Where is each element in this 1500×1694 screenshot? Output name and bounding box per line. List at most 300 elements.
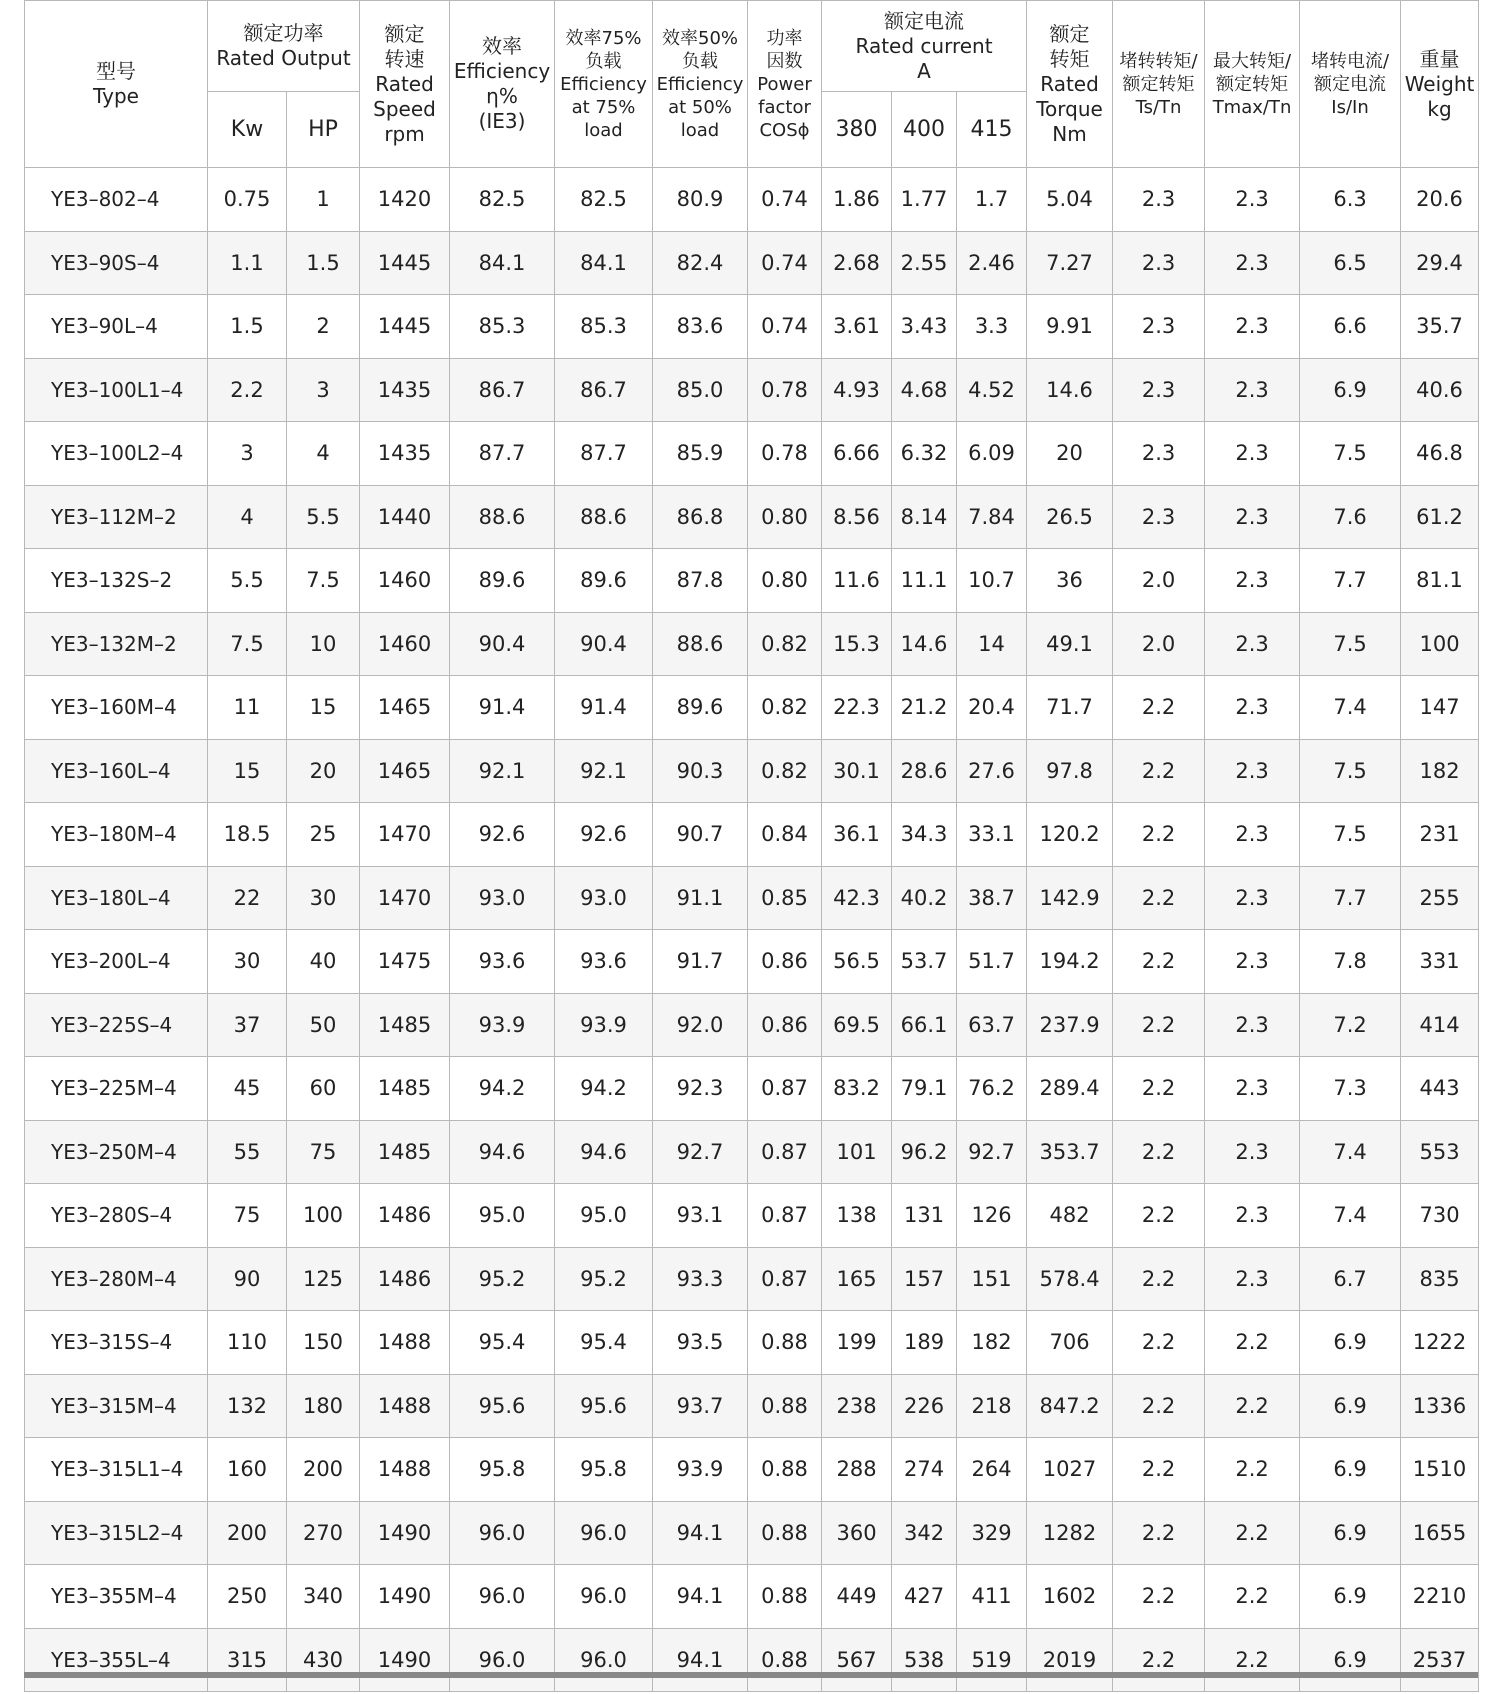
cell-hp: 30	[287, 866, 360, 930]
cell-hp: 60	[287, 1057, 360, 1121]
cell-eff50: 94.1	[653, 1628, 748, 1692]
cell-current-380: 83.2	[822, 1057, 892, 1121]
cell-weight: 1336	[1401, 1374, 1479, 1438]
cell-current-415: 10.7	[957, 549, 1027, 613]
cell-power-factor: 0.88	[748, 1628, 822, 1692]
header-rated-speed: 额定 转速 Rated Speed rpm	[360, 1, 450, 168]
cell-current-380: 69.5	[822, 993, 892, 1057]
cell-eff75: 96.0	[555, 1565, 653, 1629]
cell-hp: 150	[287, 1311, 360, 1375]
cell-current-380: 138	[822, 1184, 892, 1248]
cell-hp: 1.5	[287, 231, 360, 295]
cell-kw: 7.5	[208, 612, 287, 676]
cell-type: YE3–132S–2	[25, 549, 208, 613]
cell-eff50: 93.9	[653, 1438, 748, 1502]
cell-power-factor: 0.80	[748, 485, 822, 549]
cell-type: YE3–280M–4	[25, 1247, 208, 1311]
header-rated-output: 额定功率 Rated Output	[208, 1, 360, 92]
cell-kw: 160	[208, 1438, 287, 1502]
cell-eff50: 88.6	[653, 612, 748, 676]
cell-efficiency: 96.0	[450, 1628, 555, 1692]
cell-current-380: 22.3	[822, 676, 892, 740]
cell-eff75: 82.5	[555, 168, 653, 232]
cell-ts-tn: 2.3	[1113, 422, 1205, 486]
cell-type: YE3–100L1–4	[25, 358, 208, 422]
cell-current-380: 199	[822, 1311, 892, 1375]
cell-speed: 1490	[360, 1501, 450, 1565]
header-efficiency-75: 效率75% 负载 Efficiency at 75% load	[555, 1, 653, 168]
cell-eff50: 90.3	[653, 739, 748, 803]
cell-eff75: 93.9	[555, 993, 653, 1057]
cell-speed: 1460	[360, 549, 450, 613]
cell-ts-tn: 2.3	[1113, 295, 1205, 359]
cell-is-in: 7.6	[1300, 485, 1401, 549]
header-weight: 重量 Weight kg	[1401, 1, 1479, 168]
cell-power-factor: 0.82	[748, 612, 822, 676]
cell-current-415: 1.7	[957, 168, 1027, 232]
cell-efficiency: 88.6	[450, 485, 555, 549]
cell-ts-tn: 2.2	[1113, 676, 1205, 740]
cell-power-factor: 0.78	[748, 358, 822, 422]
cell-eff50: 92.7	[653, 1120, 748, 1184]
header-power-factor: 功率 因数 Power factor COSϕ	[748, 1, 822, 168]
cell-is-in: 7.4	[1300, 1120, 1401, 1184]
cell-weight: 1510	[1401, 1438, 1479, 1502]
cell-torque: 49.1	[1027, 612, 1113, 676]
cell-torque: 578.4	[1027, 1247, 1113, 1311]
cell-kw: 11	[208, 676, 287, 740]
cell-eff75: 91.4	[555, 676, 653, 740]
cell-current-415: 264	[957, 1438, 1027, 1502]
cell-weight: 835	[1401, 1247, 1479, 1311]
cell-efficiency: 95.6	[450, 1374, 555, 1438]
cell-weight: 730	[1401, 1184, 1479, 1248]
cell-ts-tn: 2.0	[1113, 612, 1205, 676]
cell-ts-tn: 2.0	[1113, 549, 1205, 613]
cell-current-400: 427	[892, 1565, 957, 1629]
cell-eff50: 93.7	[653, 1374, 748, 1438]
cell-power-factor: 0.85	[748, 866, 822, 930]
cell-current-380: 42.3	[822, 866, 892, 930]
table-row	[25, 1184, 1479, 1248]
cell-type: YE3–280S–4	[25, 1184, 208, 1248]
cell-speed: 1460	[360, 612, 450, 676]
cell-is-in: 7.7	[1300, 549, 1401, 613]
cell-current-415: 3.3	[957, 295, 1027, 359]
cell-efficiency: 94.6	[450, 1120, 555, 1184]
cell-speed: 1440	[360, 485, 450, 549]
cell-current-400: 34.3	[892, 803, 957, 867]
cell-efficiency: 93.6	[450, 930, 555, 994]
cell-eff75: 93.6	[555, 930, 653, 994]
cell-is-in: 6.9	[1300, 1565, 1401, 1629]
cell-eff50: 87.8	[653, 549, 748, 613]
cell-speed: 1475	[360, 930, 450, 994]
cell-tmax-tn: 2.2	[1205, 1311, 1300, 1375]
cell-hp: 270	[287, 1501, 360, 1565]
cell-torque: 97.8	[1027, 739, 1113, 803]
cell-current-415: 182	[957, 1311, 1027, 1375]
cell-tmax-tn: 2.3	[1205, 231, 1300, 295]
cell-efficiency: 91.4	[450, 676, 555, 740]
table-body	[25, 168, 1479, 1692]
cell-eff50: 91.7	[653, 930, 748, 994]
cell-current-415: 7.84	[957, 485, 1027, 549]
cell-current-380: 30.1	[822, 739, 892, 803]
header-tmax-tn: 最大转矩/ 额定转矩 Tmax/Tn	[1205, 1, 1300, 168]
cell-speed: 1490	[360, 1565, 450, 1629]
cell-ts-tn: 2.2	[1113, 1120, 1205, 1184]
cell-is-in: 6.9	[1300, 1628, 1401, 1692]
cell-kw: 55	[208, 1120, 287, 1184]
table-row	[25, 295, 1479, 359]
table-row	[25, 358, 1479, 422]
cell-current-380: 360	[822, 1501, 892, 1565]
cell-weight: 81.1	[1401, 549, 1479, 613]
cell-tmax-tn: 2.3	[1205, 1057, 1300, 1121]
cell-speed: 1470	[360, 803, 450, 867]
cell-efficiency: 86.7	[450, 358, 555, 422]
cell-type: YE3–90L–4	[25, 295, 208, 359]
cell-weight: 2210	[1401, 1565, 1479, 1629]
cell-kw: 250	[208, 1565, 287, 1629]
cell-tmax-tn: 2.3	[1205, 993, 1300, 1057]
cell-hp: 7.5	[287, 549, 360, 613]
cell-weight: 1222	[1401, 1311, 1479, 1375]
cell-current-380: 101	[822, 1120, 892, 1184]
cell-type: YE3–112M–2	[25, 485, 208, 549]
cell-tmax-tn: 2.3	[1205, 358, 1300, 422]
cell-eff75: 94.2	[555, 1057, 653, 1121]
cell-is-in: 7.5	[1300, 803, 1401, 867]
cell-ts-tn: 2.2	[1113, 1501, 1205, 1565]
cell-torque: 194.2	[1027, 930, 1113, 994]
cell-eff75: 85.3	[555, 295, 653, 359]
cell-hp: 75	[287, 1120, 360, 1184]
cell-current-400: 66.1	[892, 993, 957, 1057]
cell-kw: 132	[208, 1374, 287, 1438]
cell-speed: 1488	[360, 1374, 450, 1438]
cell-tmax-tn: 2.2	[1205, 1628, 1300, 1692]
cell-power-factor: 0.86	[748, 930, 822, 994]
cell-efficiency: 94.2	[450, 1057, 555, 1121]
cell-current-415: 38.7	[957, 866, 1027, 930]
header-efficiency: 效率 Efficiency η% (IE3)	[450, 1, 555, 168]
header-efficiency-50: 效率50% 负载 Efficiency at 50% load	[653, 1, 748, 168]
cell-weight: 1655	[1401, 1501, 1479, 1565]
cell-tmax-tn: 2.3	[1205, 676, 1300, 740]
cell-type: YE3–200L–4	[25, 930, 208, 994]
cell-type: YE3–225M–4	[25, 1057, 208, 1121]
cell-eff50: 85.0	[653, 358, 748, 422]
cell-torque: 482	[1027, 1184, 1113, 1248]
header-rated-torque: 额定 转矩 Rated Torque Nm	[1027, 1, 1113, 168]
cell-current-415: 4.52	[957, 358, 1027, 422]
cell-kw: 4	[208, 485, 287, 549]
table-header	[25, 1, 1479, 168]
cell-weight: 147	[1401, 676, 1479, 740]
cell-hp: 2	[287, 295, 360, 359]
cell-power-factor: 0.74	[748, 295, 822, 359]
cell-tmax-tn: 2.2	[1205, 1565, 1300, 1629]
cell-tmax-tn: 2.3	[1205, 803, 1300, 867]
cell-current-380: 36.1	[822, 803, 892, 867]
header-ts-tn: 堵转转矩/ 额定转矩 Ts/Tn	[1113, 1, 1205, 168]
cell-is-in: 7.3	[1300, 1057, 1401, 1121]
header-is-in: 堵转电流/ 额定电流 Is/In	[1300, 1, 1401, 168]
cell-eff50: 92.0	[653, 993, 748, 1057]
table-row	[25, 168, 1479, 232]
cell-ts-tn: 2.2	[1113, 1311, 1205, 1375]
cell-torque: 36	[1027, 549, 1113, 613]
cell-kw: 200	[208, 1501, 287, 1565]
cell-type: YE3–160L–4	[25, 739, 208, 803]
table-row	[25, 676, 1479, 740]
cell-weight: 443	[1401, 1057, 1479, 1121]
table-row	[25, 612, 1479, 676]
cell-torque: 120.2	[1027, 803, 1113, 867]
cell-torque: 142.9	[1027, 866, 1113, 930]
cell-eff50: 86.8	[653, 485, 748, 549]
cell-speed: 1465	[360, 739, 450, 803]
cell-current-415: 126	[957, 1184, 1027, 1248]
cell-ts-tn: 2.2	[1113, 993, 1205, 1057]
cell-efficiency: 89.6	[450, 549, 555, 613]
cell-current-415: 63.7	[957, 993, 1027, 1057]
cell-current-380: 4.93	[822, 358, 892, 422]
cell-current-380: 288	[822, 1438, 892, 1502]
cell-kw: 5.5	[208, 549, 287, 613]
cell-ts-tn: 2.3	[1113, 231, 1205, 295]
cell-eff50: 93.1	[653, 1184, 748, 1248]
cell-current-400: 14.6	[892, 612, 957, 676]
cell-current-400: 40.2	[892, 866, 957, 930]
cell-type: YE3–250M–4	[25, 1120, 208, 1184]
cell-eff75: 86.7	[555, 358, 653, 422]
cell-power-factor: 0.74	[748, 231, 822, 295]
cell-type: YE3–180M–4	[25, 803, 208, 867]
cell-tmax-tn: 2.2	[1205, 1374, 1300, 1438]
cell-eff50: 83.6	[653, 295, 748, 359]
cell-speed: 1445	[360, 231, 450, 295]
cell-efficiency: 93.0	[450, 866, 555, 930]
table-row	[25, 1057, 1479, 1121]
cell-hp: 25	[287, 803, 360, 867]
header-type: 型号 Type	[25, 1, 208, 168]
cell-current-415: 411	[957, 1565, 1027, 1629]
cell-efficiency: 92.1	[450, 739, 555, 803]
cell-power-factor: 0.82	[748, 676, 822, 740]
cell-ts-tn: 2.2	[1113, 1057, 1205, 1121]
cell-current-400: 157	[892, 1247, 957, 1311]
cell-current-400: 4.68	[892, 358, 957, 422]
cell-ts-tn: 2.2	[1113, 1628, 1205, 1692]
cell-torque: 706	[1027, 1311, 1113, 1375]
cell-speed: 1435	[360, 358, 450, 422]
cell-kw: 315	[208, 1628, 287, 1692]
cell-type: YE3–315S–4	[25, 1311, 208, 1375]
cell-is-in: 6.3	[1300, 168, 1401, 232]
cell-kw: 37	[208, 993, 287, 1057]
cell-kw: 2.2	[208, 358, 287, 422]
cell-eff50: 93.3	[653, 1247, 748, 1311]
cell-weight: 46.8	[1401, 422, 1479, 486]
cell-power-factor: 0.88	[748, 1438, 822, 1502]
cell-current-400: 274	[892, 1438, 957, 1502]
cell-weight: 35.7	[1401, 295, 1479, 359]
cell-is-in: 7.4	[1300, 1184, 1401, 1248]
cell-ts-tn: 2.2	[1113, 1184, 1205, 1248]
table-row	[25, 1565, 1479, 1629]
cell-current-380: 567	[822, 1628, 892, 1692]
cell-power-factor: 0.78	[748, 422, 822, 486]
cell-current-380: 6.66	[822, 422, 892, 486]
cell-current-400: 342	[892, 1501, 957, 1565]
cell-ts-tn: 2.2	[1113, 866, 1205, 930]
cell-power-factor: 0.74	[748, 168, 822, 232]
cell-torque: 5.04	[1027, 168, 1113, 232]
cell-is-in: 7.4	[1300, 676, 1401, 740]
cell-kw: 0.75	[208, 168, 287, 232]
cell-current-400: 1.77	[892, 168, 957, 232]
cell-current-380: 56.5	[822, 930, 892, 994]
cell-eff50: 91.1	[653, 866, 748, 930]
cell-torque: 2019	[1027, 1628, 1113, 1692]
cell-current-400: 131	[892, 1184, 957, 1248]
cell-torque: 1282	[1027, 1501, 1113, 1565]
table-row	[25, 231, 1479, 295]
cell-tmax-tn: 2.3	[1205, 866, 1300, 930]
cell-ts-tn: 2.3	[1113, 485, 1205, 549]
cell-ts-tn: 2.2	[1113, 1565, 1205, 1629]
cell-hp: 40	[287, 930, 360, 994]
cell-eff75: 96.0	[555, 1501, 653, 1565]
cell-tmax-tn: 2.3	[1205, 485, 1300, 549]
cell-power-factor: 0.86	[748, 993, 822, 1057]
cell-eff75: 84.1	[555, 231, 653, 295]
cell-current-400: 189	[892, 1311, 957, 1375]
cell-power-factor: 0.84	[748, 803, 822, 867]
cell-ts-tn: 2.2	[1113, 1438, 1205, 1502]
cell-weight: 414	[1401, 993, 1479, 1057]
cell-eff50: 92.3	[653, 1057, 748, 1121]
cell-speed: 1485	[360, 1120, 450, 1184]
cell-ts-tn: 2.2	[1113, 803, 1205, 867]
cell-eff50: 85.9	[653, 422, 748, 486]
cell-speed: 1420	[360, 168, 450, 232]
cell-kw: 45	[208, 1057, 287, 1121]
cell-ts-tn: 2.3	[1113, 358, 1205, 422]
cell-efficiency: 87.7	[450, 422, 555, 486]
cell-kw: 22	[208, 866, 287, 930]
cell-torque: 237.9	[1027, 993, 1113, 1057]
cell-type: YE3–802–4	[25, 168, 208, 232]
cell-eff75: 92.6	[555, 803, 653, 867]
cell-type: YE3–315M–4	[25, 1374, 208, 1438]
cell-type: YE3–90S–4	[25, 231, 208, 295]
cell-kw: 90	[208, 1247, 287, 1311]
cell-power-factor: 0.88	[748, 1374, 822, 1438]
cell-ts-tn: 2.2	[1113, 739, 1205, 803]
header-voltage-380: 380	[822, 92, 892, 168]
cell-type: YE3–100L2–4	[25, 422, 208, 486]
cell-power-factor: 0.87	[748, 1120, 822, 1184]
motor-spec-table	[24, 0, 1479, 1692]
cell-hp: 340	[287, 1565, 360, 1629]
cell-current-380: 3.61	[822, 295, 892, 359]
cell-efficiency: 84.1	[450, 231, 555, 295]
cell-eff75: 88.6	[555, 485, 653, 549]
cell-speed: 1470	[360, 866, 450, 930]
cell-type: YE3–160M–4	[25, 676, 208, 740]
cell-is-in: 7.5	[1300, 612, 1401, 676]
cell-torque: 20	[1027, 422, 1113, 486]
cell-is-in: 7.8	[1300, 930, 1401, 994]
cell-speed: 1490	[360, 1628, 450, 1692]
cell-eff75: 95.6	[555, 1374, 653, 1438]
cell-torque: 9.91	[1027, 295, 1113, 359]
cell-weight: 29.4	[1401, 231, 1479, 295]
cell-is-in: 6.9	[1300, 358, 1401, 422]
cell-eff50: 82.4	[653, 231, 748, 295]
cell-current-380: 15.3	[822, 612, 892, 676]
cell-hp: 5.5	[287, 485, 360, 549]
cell-efficiency: 93.9	[450, 993, 555, 1057]
cell-current-415: 2.46	[957, 231, 1027, 295]
cell-is-in: 6.7	[1300, 1247, 1401, 1311]
cell-hp: 100	[287, 1184, 360, 1248]
cell-current-380: 449	[822, 1565, 892, 1629]
cell-eff75: 89.6	[555, 549, 653, 613]
cell-is-in: 7.5	[1300, 739, 1401, 803]
cell-eff50: 94.1	[653, 1501, 748, 1565]
cell-current-415: 14	[957, 612, 1027, 676]
cell-current-415: 76.2	[957, 1057, 1027, 1121]
cell-current-400: 538	[892, 1628, 957, 1692]
cell-current-415: 519	[957, 1628, 1027, 1692]
cell-current-380: 238	[822, 1374, 892, 1438]
cell-current-415: 6.09	[957, 422, 1027, 486]
table-row	[25, 1311, 1479, 1375]
cell-kw: 1.1	[208, 231, 287, 295]
cell-current-380: 8.56	[822, 485, 892, 549]
cell-current-400: 28.6	[892, 739, 957, 803]
cell-weight: 40.6	[1401, 358, 1479, 422]
cell-tmax-tn: 2.2	[1205, 1501, 1300, 1565]
cell-eff50: 93.5	[653, 1311, 748, 1375]
cell-current-400: 96.2	[892, 1120, 957, 1184]
cell-current-380: 2.68	[822, 231, 892, 295]
cell-ts-tn: 2.2	[1113, 1247, 1205, 1311]
cell-current-415: 92.7	[957, 1120, 1027, 1184]
cell-eff50: 90.7	[653, 803, 748, 867]
cell-current-415: 33.1	[957, 803, 1027, 867]
cell-efficiency: 95.2	[450, 1247, 555, 1311]
cell-current-400: 2.55	[892, 231, 957, 295]
cell-eff50: 80.9	[653, 168, 748, 232]
cell-torque: 1027	[1027, 1438, 1113, 1502]
cell-current-415: 329	[957, 1501, 1027, 1565]
cell-hp: 10	[287, 612, 360, 676]
table-row	[25, 1628, 1479, 1692]
cell-hp: 4	[287, 422, 360, 486]
table-bottom-rule	[24, 1672, 1478, 1678]
cell-efficiency: 95.8	[450, 1438, 555, 1502]
cell-current-415: 27.6	[957, 739, 1027, 803]
cell-hp: 20	[287, 739, 360, 803]
cell-power-factor: 0.82	[748, 739, 822, 803]
cell-weight: 553	[1401, 1120, 1479, 1184]
